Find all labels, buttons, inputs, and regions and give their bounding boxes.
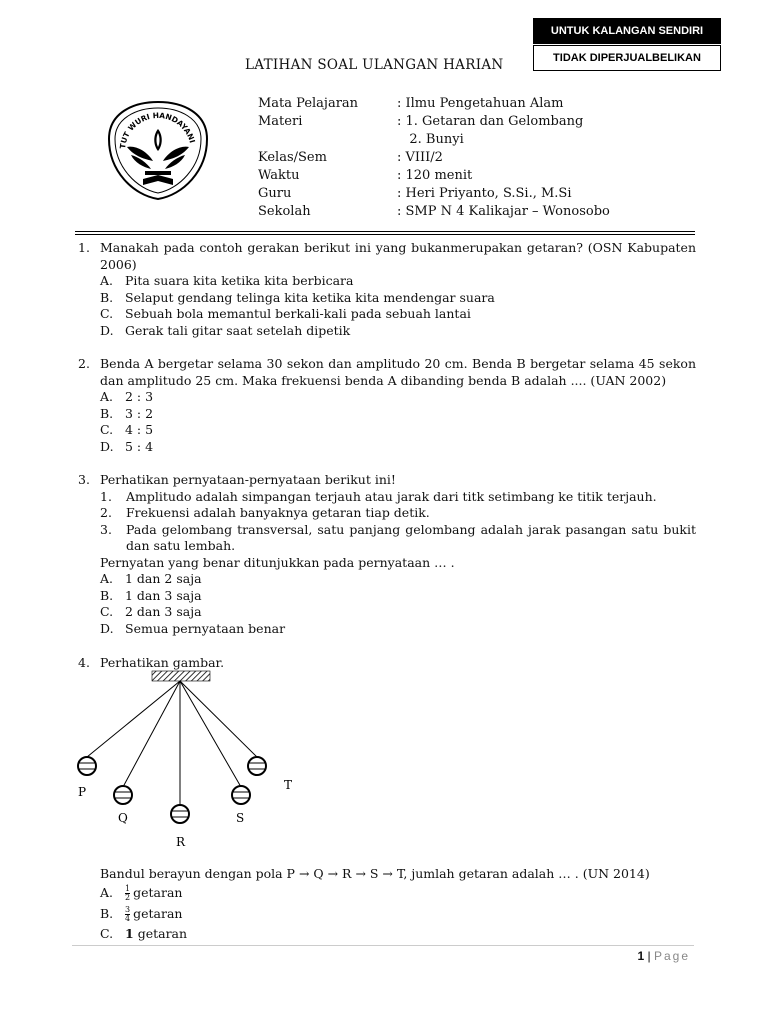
- option-letter: A.: [100, 273, 114, 288]
- answer-option: [100, 883, 696, 904]
- option-text: Selaput gendang telinga kita ketika kita mendengar suara: [125, 289, 495, 305]
- option-text: getaran: [137, 926, 188, 942]
- footer-divider: [72, 945, 694, 946]
- question-number: 4.: [78, 655, 90, 670]
- option-letter: A.: [100, 884, 114, 900]
- answer-option: [100, 273, 696, 290]
- pendulum-bob-p: [78, 757, 96, 775]
- pendulum-string-t: [180, 681, 257, 757]
- question-2: [78, 356, 696, 455]
- answer-option: [100, 389, 696, 406]
- page-number: 1: [637, 949, 645, 963]
- info-label: Kelas/Sem: [258, 150, 327, 165]
- info-value: : SMP N 4 Kalikajar – Wonosobo: [397, 204, 610, 219]
- option-text: 1 dan 2 saja: [125, 571, 202, 586]
- option-text: Semua pernyataan benar: [125, 620, 286, 636]
- option-letter: C.: [100, 422, 114, 437]
- label-p: P: [78, 785, 87, 799]
- question-number: 2.: [78, 356, 90, 371]
- option-text: 3 : 2: [125, 405, 154, 421]
- question-number: 1.: [78, 240, 90, 255]
- info-label: Materi: [258, 114, 303, 129]
- answer-option: [100, 588, 696, 605]
- pendulum-diagram: [70, 666, 330, 856]
- option-text: 2 : 3: [125, 389, 154, 404]
- option-text: Gerak tali gitar saat setelah dipetik: [125, 322, 351, 338]
- statement-text: Frekuensi adalah banyaknya getaran tiap detik.: [126, 505, 430, 520]
- logo-text: TUT WURI HANDAYANI: [118, 110, 197, 150]
- statement-item: [100, 505, 696, 522]
- question-number: 3.: [78, 472, 90, 487]
- label-s: S: [236, 811, 245, 825]
- pendulum-string-p: [87, 681, 180, 757]
- badge-tidak-diperjualbelikan: TIDAK DIPERJUALBELIKAN: [533, 45, 721, 71]
- info-label: Guru: [258, 186, 292, 201]
- option-letter: A.: [100, 389, 114, 404]
- tut-wuri-handayani-logo: [105, 99, 211, 202]
- option-letter: D.: [100, 620, 114, 636]
- question-prompt: Pernyatan yang benar ditunjukkan pada pernyataan … .: [100, 554, 455, 570]
- option-letter: B.: [100, 905, 114, 921]
- answer-option: [100, 621, 696, 638]
- option-letter: D.: [100, 322, 114, 338]
- answer-option: [100, 306, 696, 323]
- option-letter: C.: [100, 604, 114, 619]
- badge-untuk-kalangan: UNTUK KALANGAN SENDIRI: [533, 18, 721, 44]
- pendulum-string-q: [123, 681, 180, 787]
- question-text: Manakah pada contoh gerakan berikut ini yang bukanmerupakan getaran? (OSN Kabupaten 2006): [100, 240, 696, 272]
- option-letter: A.: [100, 571, 114, 586]
- statement-number: 3.: [100, 521, 112, 537]
- question-text: Perhatikan gambar.: [100, 655, 225, 670]
- pendulum-string-s: [180, 681, 241, 787]
- answer-option: [100, 323, 696, 340]
- info-row: [258, 203, 610, 221]
- question-1: [78, 240, 696, 339]
- info-value: : Ilmu Pengetahuan Alam: [397, 96, 564, 111]
- fraction: $\frac{1}{2}$: [125, 883, 131, 902]
- option-letter: D.: [100, 438, 114, 454]
- page-footer: [637, 949, 690, 963]
- info-value: 2. Bunyi: [397, 132, 464, 147]
- header-divider: [75, 234, 695, 235]
- statement-item: [100, 489, 696, 506]
- option-text: 5 : 4: [125, 438, 154, 454]
- label-t: T: [284, 778, 293, 792]
- info-value: : 120 menit: [397, 168, 473, 183]
- header-divider: [75, 231, 695, 232]
- option-text: getaran: [133, 905, 183, 921]
- option-value: 1: [125, 926, 134, 942]
- info-value: : VIII/2: [397, 150, 443, 165]
- statement-number: 1.: [100, 488, 112, 504]
- label-q: Q: [118, 811, 128, 825]
- answer-option: [100, 406, 696, 423]
- info-label: Waktu: [258, 168, 300, 183]
- page-separator: |: [644, 949, 654, 963]
- option-text: Sebuah bola memantul berkali-kali pada sebuah lantai: [125, 306, 471, 321]
- pendulum-bob-s: [232, 786, 250, 804]
- pendulum-support: [152, 671, 210, 681]
- statement-item: [100, 522, 696, 555]
- info-row: [258, 131, 610, 149]
- document-title: LATIHAN SOAL ULANGAN HARIAN: [245, 57, 504, 73]
- info-label: Sekolah: [258, 204, 311, 219]
- info-row: [258, 149, 610, 167]
- info-row: [258, 167, 610, 185]
- info-row: [258, 113, 610, 131]
- answer-option: [100, 422, 696, 439]
- option-letter: B.: [100, 289, 114, 305]
- option-text: 2 dan 3 saja: [125, 604, 202, 619]
- info-value: : 1. Getaran dan Gelombang: [397, 114, 584, 129]
- statement-number: 2.: [100, 505, 112, 520]
- option-text: 4 : 5: [125, 422, 154, 437]
- info-label: Mata Pelajaran: [258, 96, 359, 111]
- pendulum-bob-t: [248, 757, 266, 775]
- answer-option: [100, 925, 696, 945]
- option-text: getaran: [133, 884, 183, 900]
- question-text: Perhatikan pernyataan-pernyataan berikut ini!: [100, 472, 396, 487]
- question-4-answers: [78, 866, 696, 945]
- info-value: : Heri Priyanto, S.Si., M.Si: [397, 186, 572, 201]
- label-r: R: [176, 835, 186, 849]
- subject-info-block: [258, 95, 610, 221]
- question-3: [78, 472, 696, 637]
- option-text: 1 dan 3 saja: [125, 587, 202, 603]
- option-letter: B.: [100, 405, 114, 421]
- answer-option: [100, 571, 696, 588]
- answer-option: [100, 290, 696, 307]
- option-letter: C.: [100, 926, 114, 942]
- info-row: [258, 95, 610, 113]
- info-row: [258, 185, 610, 203]
- statement-text: Amplitudo adalah simpangan terjauh atau jarak dari titk setimbang ke titik terjauh.: [126, 488, 657, 504]
- answer-option: [100, 604, 696, 621]
- answer-option: [100, 439, 696, 456]
- statement-text: Pada gelombang transversal, satu panjang gelombang adalah jarak pasangan satu bukit dan satu lembah.: [126, 521, 696, 553]
- question-prompt: Bandul berayun dengan pola P → Q → R → S → T, jumlah getaran adalah … . (UN 2014): [100, 866, 650, 881]
- info-label: [258, 131, 397, 149]
- option-letter: C.: [100, 306, 114, 321]
- question-text: Benda A bergetar selama 30 sekon dan amplitudo 20 cm. Benda B bergetar selama 45 sekon dan amplitudo 25 cm. Maka frekuensi benda A dibanding benda B adalah .... (UAN 2002): [100, 356, 696, 388]
- pendulum-bob-q: [114, 786, 132, 804]
- fraction: $\frac{3}{4}$: [125, 904, 131, 923]
- pendulum-bob-r: [171, 805, 189, 823]
- page-word: Page: [653, 949, 690, 963]
- answer-option: [100, 904, 696, 925]
- option-letter: B.: [100, 587, 114, 603]
- option-text: Pita suara kita ketika kita berbicara: [125, 273, 354, 288]
